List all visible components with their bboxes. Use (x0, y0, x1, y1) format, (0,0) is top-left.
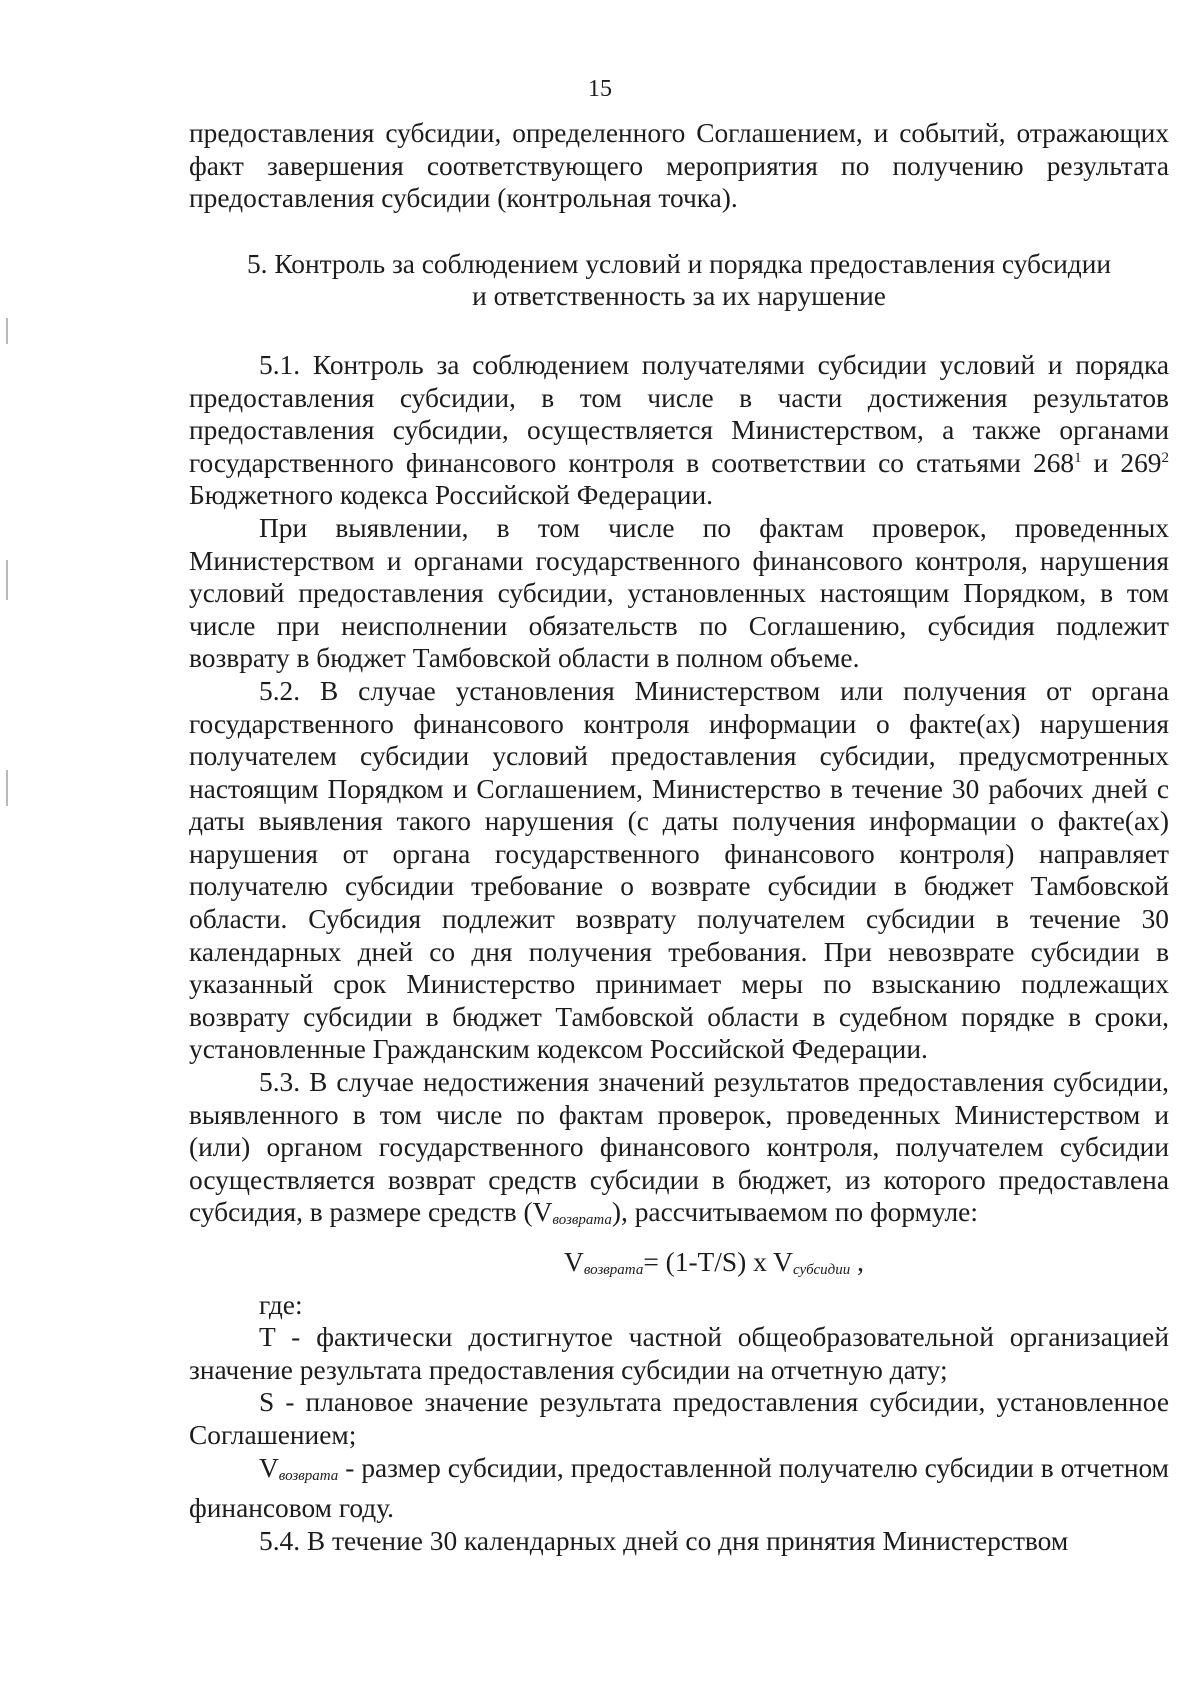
scan-margin-mark (6, 770, 8, 806)
formula-middle: = (1-T/S) x V (643, 1247, 793, 1277)
definition-v-symbol: V (259, 1452, 279, 1483)
definition-t: T - фактически достигнутое частной общеобразовательной организацией значение результата предоставления субсидии на отчетную дату; (189, 1322, 1169, 1385)
section-heading-line-2: и ответственность за их нарушение (472, 281, 886, 312)
paragraph-5-1 (189, 349, 1169, 512)
where-label: где: (259, 1289, 303, 1320)
paragraph-intro: предоставления субсидии, определенного Соглашением, и событий, отражающих факт завершения соответствующего мероприятия по получению результата предоставления субсидии (контрольная точка). (189, 118, 1169, 214)
definition-v-text: - размер субсидии, предоставленной получателю субсидии в отчетном финансовом году. (189, 1452, 1169, 1524)
definition-v (189, 1452, 1169, 1525)
paragraph-violation: При выявлении, в том числе по фактам проверок, проведенных Министерством и органами государственного финансового контроля, нарушения условий предоставления субсидии, установленных настоящим Порядком, в том числе при неисполнении обязательств по Соглашению, субсидия подлежит возврату в бюджет Тамбовской области в полном объеме. (189, 512, 1169, 674)
scan-margin-mark (6, 318, 8, 344)
paragraph-5-2: 5.2. В случае установления Министерством или получения от органа государственного финансового контроля информации о факте(ах) нарушения получателем субсидии условий предоставления субсидии, предусмотренных настоящим Порядком и Соглашением, Министерство в течение 30 рабочих дней с даты выявления такого нарушения (с даты получения информации о факте(ах) нарушения от органа государственного финансового контроля) направляет получателю субсидии требование о возврате субсидии в бюджет Тамбовской области. Субсидия подлежит возврату получателем субсидии в течение 30 календарных дней со дня получения требования. При невозврате субсидии в указанный срок Министерство принимает меры по взысканию подлежащих возврату субсидии в бюджет Тамбовской области в судебном порядке в сроки, установленные Гражданским кодексом Российской Федерации. (189, 675, 1169, 1065)
paragraph-5-1-end: Бюджетного кодекса Российской Федерации. (189, 480, 713, 511)
footnote-mark-1: 1 (1074, 449, 1082, 466)
section-heading (189, 248, 1169, 313)
formula-sub-return: возврата (583, 1262, 644, 1278)
paragraph-5-1-and: и 269 (1081, 447, 1162, 478)
paragraph-5-1-text: 5.1. Контроль за соблюдением получателями субсидии условий и порядка предоставления субсидии, в том числе в части достижения результатов предоставления субсидии, осуществляется Министерством, а также органами государственного финансового контроля в соответствии со статьями 268 (189, 349, 1169, 478)
formula-end: , (850, 1247, 864, 1277)
formula (189, 1246, 1169, 1287)
formula-v: V (564, 1247, 584, 1277)
section-heading-line-1: 5. Контроль за соблюдением условий и порядка предоставления субсидии (246, 248, 1112, 279)
paragraph-5-3-end: ), рассчитываемом по формуле: (611, 1197, 978, 1228)
formula-sub-subsidy: субсидии (792, 1262, 851, 1278)
paragraph-5-3 (189, 1066, 1169, 1237)
footnote-mark-2: 2 (1161, 449, 1169, 466)
definition-v-sub: возврата (278, 1467, 339, 1484)
page-number: 15 (588, 76, 612, 102)
scan-margin-mark (6, 560, 8, 600)
subscript-return: возврата (552, 1212, 612, 1229)
paragraph-5-4: 5.4. В течение 30 календарных дней со дня принятия Министерством (259, 1525, 1069, 1556)
document-body (189, 117, 1169, 1557)
paragraph-5-3-text: 5.3. В случае недостижения значений результатов предоставления субсидии, выявленного в том числе по фактам проверок, проведенных Министерством и (или) органом государственного финансового контроля, получателем субсидии осуществляется возврат средств субсидии в бюджет, из которого предоставлена субсидия, в размере средств (V (189, 1067, 1169, 1228)
definition-s: S - плановое значение результата предоставления субсидии, установленное Соглашением; (189, 1387, 1169, 1450)
